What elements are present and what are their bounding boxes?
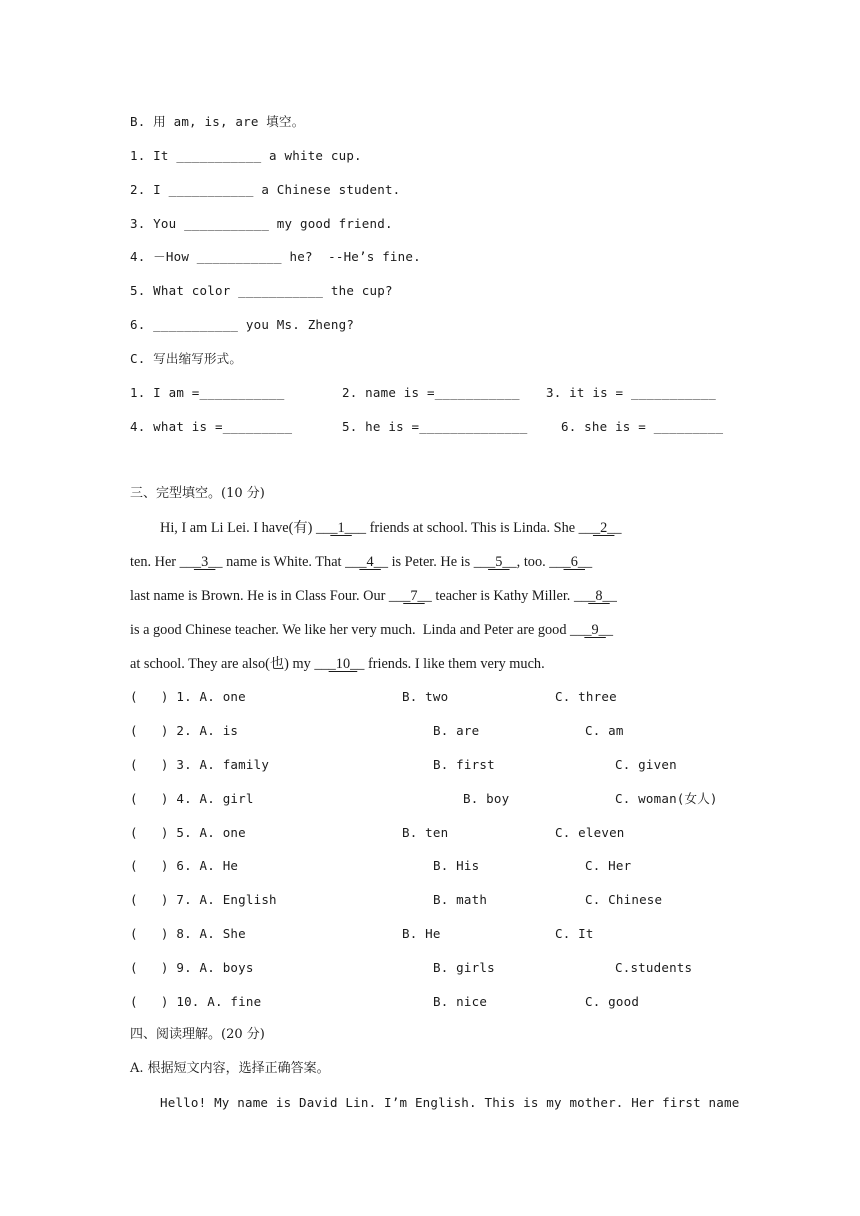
option-c: C. good	[585, 994, 640, 1009]
section-b-question-4: 4. －How ___________ he? --He’s fine.	[130, 249, 421, 264]
cloze-blank-9: _9_	[584, 622, 606, 638]
option-row: ( ) 10. A. fine	[130, 994, 262, 1009]
abbrev-item-2: 2. name is =___________	[342, 385, 520, 400]
option-c: C. woman(女人)	[615, 791, 718, 806]
option-c: C. am	[585, 723, 624, 738]
option-b: B. ten	[402, 825, 449, 840]
option-c: C. Chinese	[585, 892, 663, 907]
cloze-line-4: is a good Chinese teacher. We like her very much. Linda and Peter are good ___9__	[130, 622, 613, 638]
abbrev-item-5: 5. he is =______________	[342, 419, 528, 434]
option-b: B. two	[402, 689, 449, 704]
option-row: ( ) 6. A. He	[130, 858, 239, 873]
cloze-blank-7: _7_	[403, 588, 425, 604]
section-4-title: 四、阅读理解。(20 分)	[130, 1027, 265, 1042]
option-row: ( ) 3. A. family	[130, 757, 270, 772]
section-b-question-6: 6. ___________ you Ms. Zheng?	[130, 317, 355, 332]
cloze-line-1: Hi, I am Li Lei. I have(有) ___1___ friends at school. This is Linda. She ___2__	[160, 520, 622, 536]
abbrev-item-3: 3. it is = ___________	[546, 385, 716, 400]
option-b: B. nice	[433, 994, 488, 1009]
cloze-blank-5: _5_	[488, 554, 510, 570]
section-b-question-2: 2. I ___________ a Chinese student.	[130, 182, 401, 197]
option-row: ( ) 5. A. one	[130, 825, 246, 840]
option-b: B. He	[402, 926, 441, 941]
option-b: B. math	[433, 892, 488, 907]
cloze-blank-10: _10_	[328, 656, 358, 672]
option-c: C. Her	[585, 858, 632, 873]
reading-passage-line: Hello! My name is David Lin. I’m English. This is my mother. Her first name	[160, 1095, 740, 1110]
cloze-blank-1: _1_	[330, 520, 352, 536]
option-c: C. given	[615, 757, 677, 772]
abbrev-item-6: 6. she is = _________	[561, 419, 724, 434]
option-c: C. eleven	[555, 825, 625, 840]
option-b: B. first	[433, 757, 495, 772]
section-b-question-5: 5. What color ___________ the cup?	[130, 283, 393, 298]
cloze-blank-8: _8_	[588, 588, 610, 604]
option-c: C.students	[615, 960, 693, 975]
option-row: ( ) 1. A. one	[130, 689, 246, 704]
cloze-blank-6: _6_	[563, 554, 585, 570]
section-3-title: 三、完型填空。(10 分)	[130, 486, 265, 501]
cloze-line-5: at school. They are also(也) my ___10__ friends. I like them very much.	[130, 656, 545, 672]
cloze-blank-3: _3_	[193, 554, 216, 570]
option-c: C. It	[555, 926, 594, 941]
section-4a-title: A. 根据短文内容，选择正确答案。	[130, 1061, 330, 1076]
section-b-question-3: 3. You ___________ my good friend.	[130, 216, 393, 231]
abbrev-item-4: 4. what is =_________	[130, 419, 293, 434]
section-b-title: B. 用 am, is, are 填空。	[130, 114, 305, 129]
cloze-blank-2: _2_	[592, 520, 615, 536]
option-b: B. boy	[463, 791, 510, 806]
cloze-line-3: last name is Brown. He is in Class Four. Our ___7__ teacher is Kathy Miller. ___8__	[130, 588, 617, 604]
abbrev-item-1: 1. I am =___________	[130, 385, 285, 400]
section-c-title: C. 写出缩写形式。	[130, 351, 243, 366]
option-row: ( ) 8. A. She	[130, 926, 246, 941]
cloze-blank-4: _4_	[359, 554, 381, 570]
option-b: B. are	[433, 723, 480, 738]
option-row: ( ) 9. A. boys	[130, 960, 254, 975]
option-b: B. His	[433, 858, 480, 873]
option-c: C. three	[555, 689, 617, 704]
option-row: ( ) 4. A. girl	[130, 791, 254, 806]
option-row: ( ) 2. A. is	[130, 723, 239, 738]
cloze-line-2: ten. Her ___3__ name is White. That ___4__ is Peter. He is ___5__, too. ___6__	[130, 554, 593, 570]
section-b-question-1: 1. It ___________ a white cup.	[130, 148, 362, 163]
option-b: B. girls	[433, 960, 495, 975]
option-row: ( ) 7. A. English	[130, 892, 277, 907]
